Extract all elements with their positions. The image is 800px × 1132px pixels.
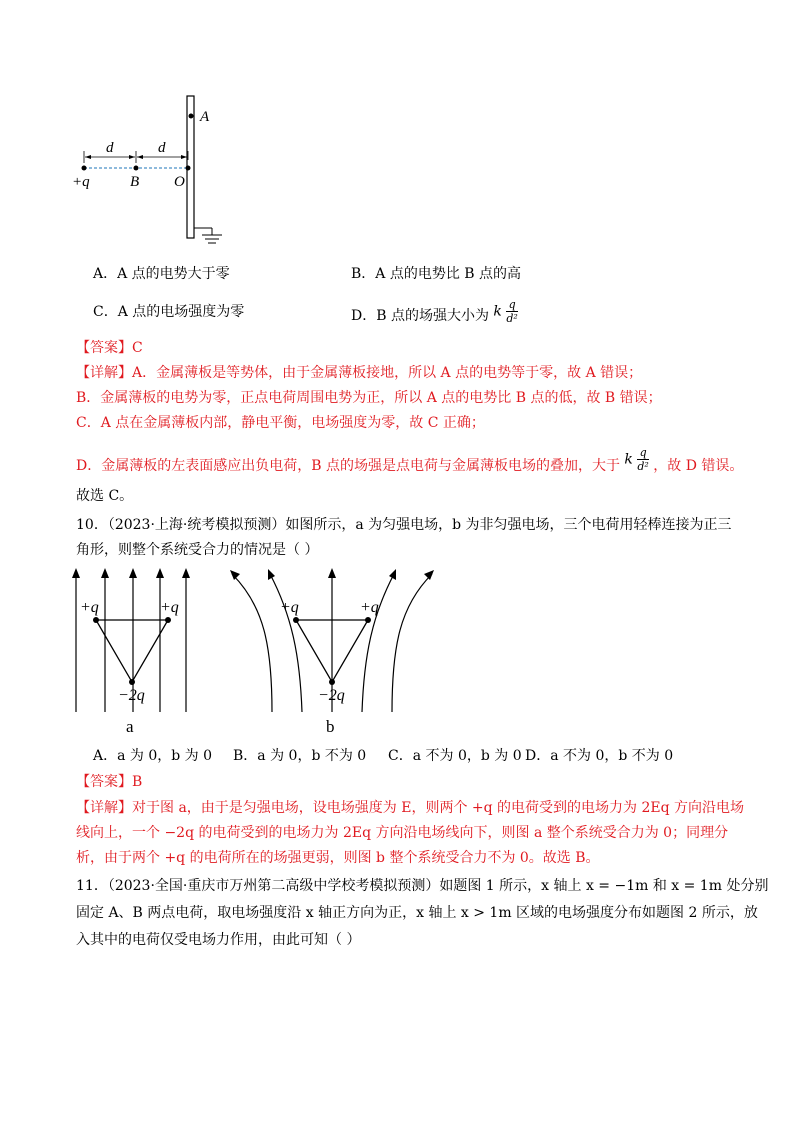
label-q-left-b: +q xyxy=(280,599,299,616)
figure-charge-plate xyxy=(60,88,240,258)
label-o: O xyxy=(174,174,185,190)
charge-right xyxy=(365,617,371,623)
figure-a-uniform-field xyxy=(62,566,202,738)
q11-line-2: 固定 A、B 两点电荷，取电场强度沿 x 轴正方向为正，x 轴上 x > 1m 区域的电场强度分布如题图 2 所示，放 xyxy=(76,905,758,921)
q9-option-b: B．A 点的电势比 B 点的高 xyxy=(351,266,522,282)
point-b xyxy=(134,166,139,171)
q10-option-a: A．a 为 0，b 为 0 xyxy=(93,748,213,764)
q9-detail-line-3: C．A 点在金属薄板内部，静电平衡，电场强度为零，故 C 正确； xyxy=(76,415,485,431)
point-charge xyxy=(82,166,87,171)
q11-line-3: 入其中的电荷仅受电场力作用，由此可知（ ） xyxy=(76,932,361,948)
q10-detail-line-1: 【详解】对于图 a，由于是匀强电场，设电场强度为 E，则两个 +q 的电荷受到的电场力为 2Eq 方向沿电场 xyxy=(76,800,745,816)
q9-detail-line-1: 【详解】A．金属薄板是等势体，由于金属薄板接地，所以 A 点的电势等于零，故 A 错误； xyxy=(76,365,643,381)
label-a: A xyxy=(200,109,210,125)
q9-conclusion: 故选 C。 xyxy=(76,488,134,504)
charge-left xyxy=(93,617,99,623)
field-line xyxy=(362,574,394,712)
label-q: +q xyxy=(72,174,90,190)
q9-option-a: A．A 点的电势大于零 xyxy=(93,266,230,282)
label-q-right-a: +q xyxy=(160,599,179,616)
q10-answer: 【答案】B xyxy=(76,774,143,790)
q10-stem-line-1: 10．（2023·上海·统考模拟预测）如图所示，a 为匀强电场，b 为非匀强电场，三个电荷用轻棒连接为正三 xyxy=(76,517,732,533)
q9-option-c: C．A 点的电场强度为零 xyxy=(93,304,245,320)
formula-num: q xyxy=(506,298,517,312)
label-b: B xyxy=(130,174,140,190)
caption-b: b xyxy=(326,717,335,736)
label-d2: d xyxy=(158,140,166,156)
label-q-bottom-a: −2q xyxy=(118,687,145,704)
q11-line-1: 11．（2023·全国·重庆市万州第二高级中学校考模拟预测）如题图 1 所示，x 轴上 x = −1m 和 x = 1m 处分别 xyxy=(76,878,769,894)
charge-bottom xyxy=(129,679,135,685)
q10-detail-line-3: 析，由于两个 +q 的电荷所在的场强更弱，则图 b 整个系统受合力不为 0。故选 B。 xyxy=(76,850,600,866)
q9-option-d-formula xyxy=(493,298,517,325)
q9-option-d-text: D．B 点的场强大小为 xyxy=(351,307,489,324)
label-q-right-b: +q xyxy=(360,599,379,616)
q10-option-d: D．a 不为 0，b 不为 0 xyxy=(525,748,674,764)
figure-b-nonuniform-field xyxy=(224,566,444,738)
q9-detail-line-2: B．金属薄板的电势为零，正点电荷周围电势为正，所以 A 点的电势比 B 点的低，故 B 错误； xyxy=(76,390,662,406)
label-d1: d xyxy=(106,140,114,156)
q10-option-b: B．a 为 0，b 不为 0 xyxy=(233,748,367,764)
point-a xyxy=(189,114,194,119)
q10-option-c: C．a 不为 0，b 为 0 xyxy=(388,748,522,764)
field-line xyxy=(232,574,272,712)
label-q-bottom-b: −2q xyxy=(318,687,345,704)
q9-detail-line-4 xyxy=(76,446,743,480)
formula-den: d² xyxy=(506,312,518,325)
q9-detail-formula: k $\frac{q}{\text{d²}}$ xyxy=(624,446,649,473)
formula-k: k xyxy=(493,303,502,320)
charge-bottom xyxy=(329,679,335,685)
point-o xyxy=(186,166,191,171)
field-line xyxy=(392,574,432,712)
q9-answer: 【答案】C xyxy=(76,340,143,356)
charge-left xyxy=(293,617,299,623)
q10-stem-line-2: 角形，则整个系统受合力的情况是（ ） xyxy=(76,542,319,558)
field-line xyxy=(270,574,302,712)
q9-detail-line-4-tail: ，故 D 错误。 xyxy=(653,457,744,474)
charge-right xyxy=(165,617,171,623)
charge-triangle xyxy=(96,620,168,682)
caption-a: a xyxy=(126,717,134,736)
q10-detail-line-2: 线向上，一个 −2q 的电荷受到的电场力为 2Eq 方向沿电场线向下，则图 a 整个系统受合力为 0；同理分 xyxy=(76,825,729,841)
q9-detail-line-4-text: D．金属薄板的左表面感应出负电荷，B 点的场强是点电荷与金属薄板电场的叠加，大于 xyxy=(76,457,620,474)
label-q-left-a: +q xyxy=(80,599,99,616)
q9-option-d xyxy=(351,294,518,328)
